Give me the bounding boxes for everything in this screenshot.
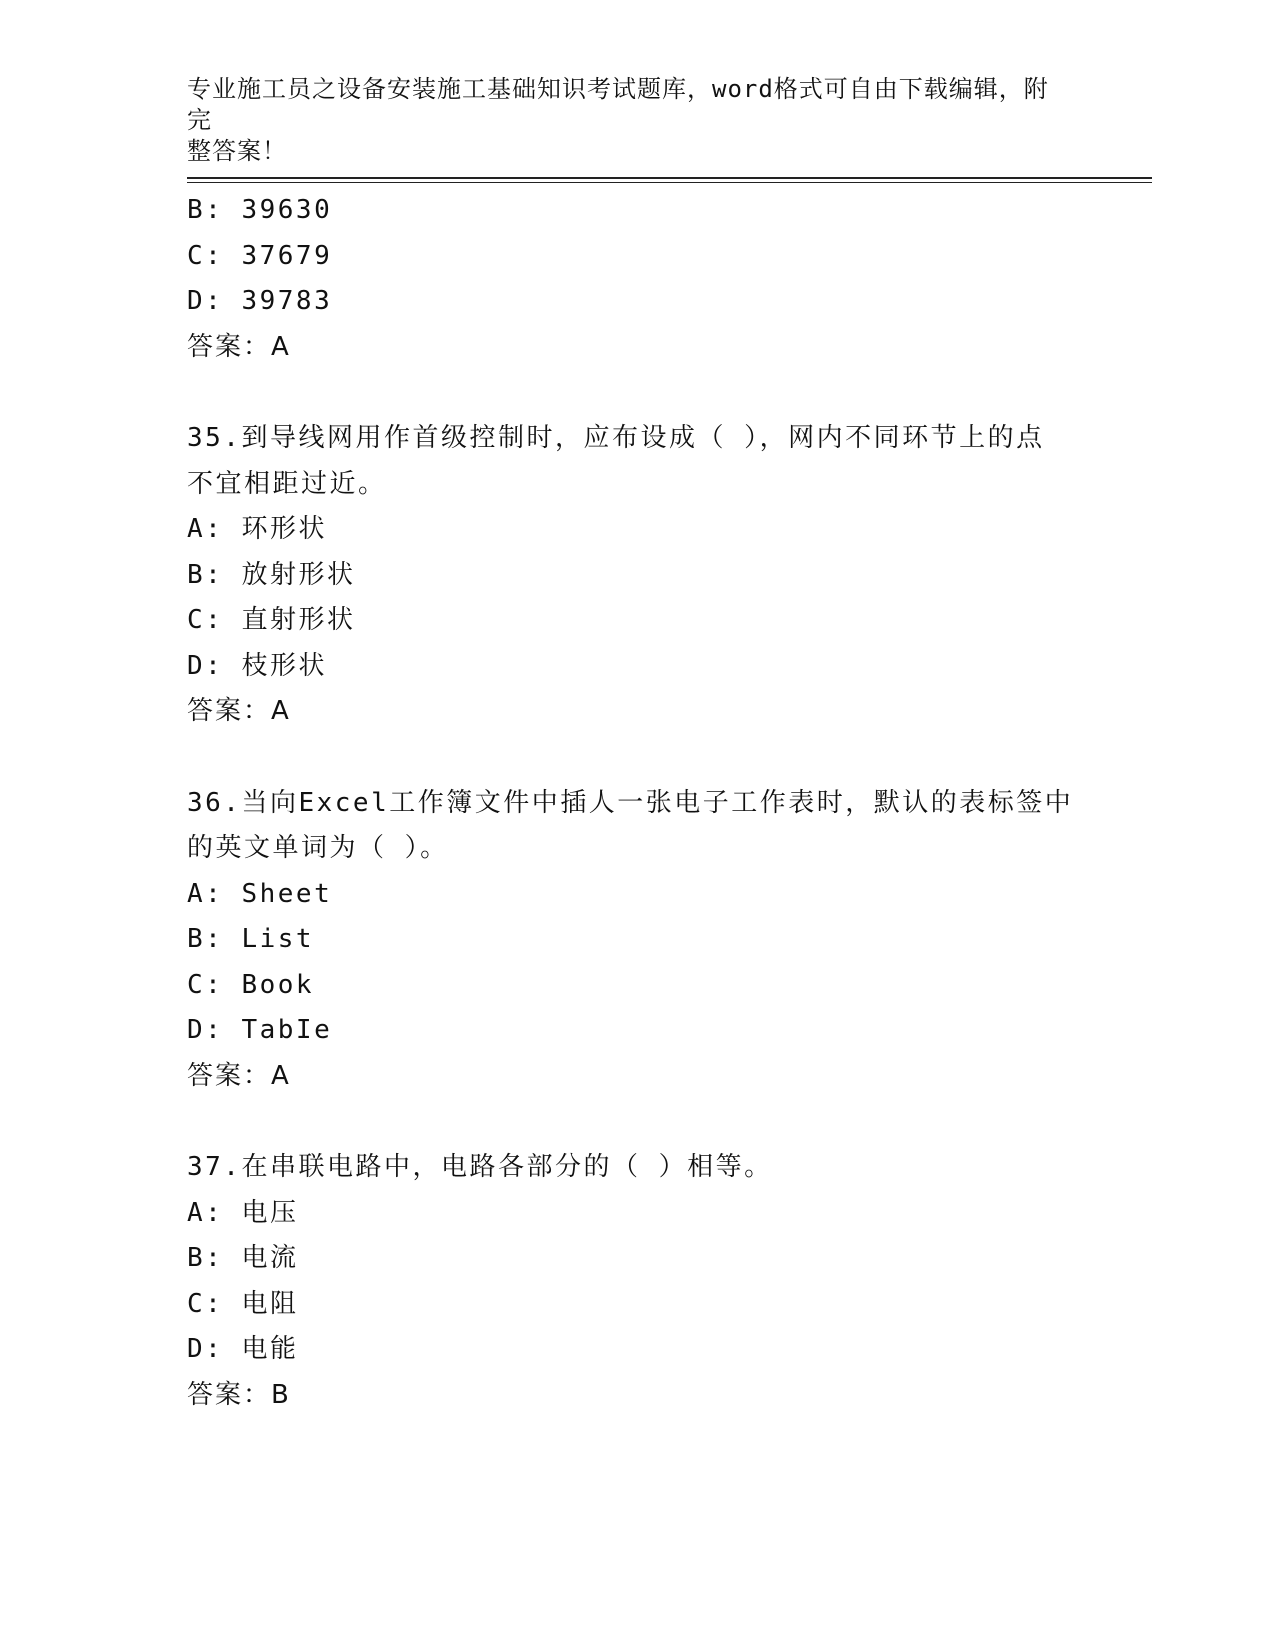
header-line-2: 整答案！: [187, 137, 287, 165]
option-c: [187, 1282, 1067, 1328]
option-a: [187, 872, 1067, 918]
option-text: 39783: [241, 286, 333, 316]
option-text: 电能: [241, 1334, 299, 1364]
stem-line-2: 的英文单词为（ ）。: [187, 833, 449, 863]
question-stem: [187, 416, 1067, 507]
option-label: A:: [187, 878, 224, 909]
option-d: [187, 1327, 1067, 1373]
spacer: [187, 370, 1067, 416]
option-b: [187, 1236, 1067, 1282]
spacer: [187, 735, 1067, 781]
option-a: [187, 1191, 1067, 1237]
option-b: [187, 188, 1067, 234]
option-text: 枝形状: [241, 650, 327, 681]
option-text: 环形状: [241, 514, 327, 544]
question-stem: [187, 781, 1074, 872]
option-text: Book: [241, 969, 315, 1000]
option-text: List: [241, 924, 315, 954]
option-label: B:: [187, 1243, 224, 1273]
option-text: 电压: [241, 1197, 299, 1228]
option-text: 37679: [241, 240, 333, 271]
option-label: B:: [187, 195, 224, 225]
stem-line-1: 36.当向Excel工作簿文件中插人一张电子工作表时，默认的表标签中: [187, 787, 1074, 818]
question-stem: [187, 1145, 1067, 1191]
stem-line-2: 不宜相距过近。: [187, 468, 387, 499]
option-label: D:: [187, 1015, 224, 1045]
answer: 答案：A: [187, 331, 291, 362]
header-line-1: 专业施工员之设备安装施工基础知识考试题库，word格式可自由下载编辑，附完: [187, 75, 1049, 134]
option-d: [187, 279, 1067, 325]
option-label: A:: [187, 514, 224, 544]
option-text: TabIe: [241, 1015, 333, 1045]
option-c: [187, 598, 1067, 644]
option-text: Sheet: [241, 878, 333, 909]
option-c: [187, 963, 1067, 1009]
option-text: 直射形状: [241, 605, 356, 635]
question-35: [187, 416, 1067, 735]
option-label: D:: [187, 286, 224, 316]
option-b: [187, 917, 1067, 963]
option-label: C:: [187, 1288, 224, 1319]
option-d: [187, 1008, 1067, 1054]
option-label: A:: [187, 1197, 224, 1228]
option-text: 39630: [241, 195, 333, 225]
stem-line-1: 35.到导线网用作首级控制时，应布设成（ ），网内不同环节上的点: [187, 423, 1045, 453]
stem-line-1: 37.在串联电路中，电路各部分的（ ）相等。: [187, 1152, 773, 1182]
answer: 答案：A: [187, 1060, 291, 1091]
spacer: [187, 1099, 1067, 1145]
option-label: C:: [187, 969, 224, 1000]
question-37: [187, 1145, 1067, 1418]
option-d: [187, 644, 1067, 690]
option-label: D:: [187, 1334, 224, 1364]
option-label: B:: [187, 924, 224, 954]
page-header: [187, 74, 1067, 167]
option-text: 电流: [241, 1243, 299, 1273]
question-34: [187, 188, 1067, 370]
option-label: D:: [187, 650, 224, 681]
answer: 答案：A: [187, 696, 291, 726]
question-list: [187, 188, 1074, 1418]
option-c: [187, 234, 1067, 280]
option-text: 放射形状: [241, 559, 356, 590]
header-divider-thin: [187, 182, 1152, 183]
option-label: B:: [187, 559, 224, 590]
option-label: C:: [187, 605, 224, 635]
header-divider-thick: [187, 177, 1152, 179]
option-text: 电阻: [241, 1288, 299, 1319]
answer: 答案：B: [187, 1379, 291, 1410]
question-36: [187, 781, 1074, 1100]
option-label: C:: [187, 240, 224, 271]
option-b: [187, 553, 1067, 599]
option-a: [187, 507, 1067, 553]
